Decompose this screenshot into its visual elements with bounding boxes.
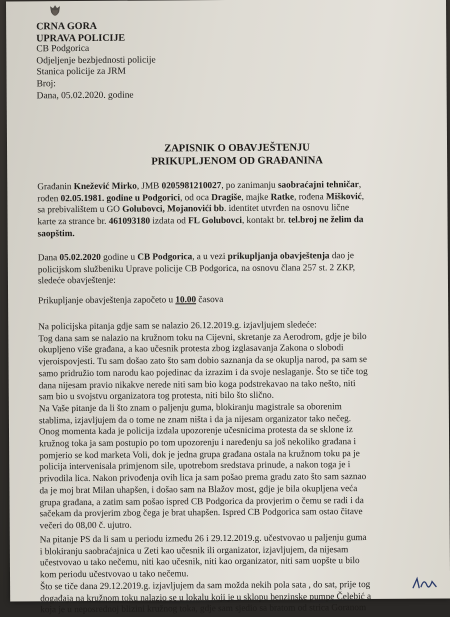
identity-line: saopštim. <box>37 227 75 239</box>
statement-line: kružnog toka ja sam postupio po tom upozorenju i naređenju sa još nekoliko građana i <box>39 436 357 449</box>
statement-line: da je moj brat Milan uhapšen, i došao sam na Blažov most, gdje je bila okupljena veća <box>39 482 358 496</box>
citizen-name: Knežević Mirko <box>73 180 137 192</box>
document-number: Broj: <box>36 79 56 90</box>
start-time-line: Prikupljanje obavještenja započeto u 10.00 časova <box>38 294 224 306</box>
document-header <box>36 20 297 103</box>
document-page <box>6 0 450 615</box>
statement-line: privodila lica. Nakon privođenja ovih lica ja sam pošao prema gradu zato što sam saznao <box>39 471 367 484</box>
question-3-paragraph <box>40 579 440 617</box>
citizen-residence: Golubovci, Mojanovići bb <box>122 203 225 215</box>
statement-line: Onog momenta kada je policija izdala upozorenje učesnicima protesta da se sklone iz <box>38 424 353 437</box>
citizen-jmb: 0205981210027 <box>161 180 222 191</box>
statement-line: okupljeno više građana, a kao učesnik protesta zbog izglasavanja Zakona o slobodi <box>38 342 344 355</box>
statement-line: Na pitanje PS da li sam u periodu između 26 i 29.12.2019.g. učestvovao u paljenju guma <box>39 532 367 545</box>
citizen-birth: 02.05.1981. godine u Podgorici <box>60 192 181 203</box>
statement-line: pomjerio se kod marketa Voli, dok je jedna grupa građana ostala na kružnom toku pa je <box>39 447 360 461</box>
statement-line: grupa građana, a zatim sam pošao ispred CB Podgorica da provjerim o čemu se radi i da <box>39 494 364 507</box>
statement-line: sačekam da provjerim zbog čega je brat uhapšen. Ispred CB Podgorica sam ostao čitave <box>39 506 363 519</box>
statement-line: i blokiranju saobraćajnica u Zeti kao učesnik ili organizator, izjavljujem, da nijesam <box>39 543 349 557</box>
country-name: CRNA GORA <box>36 20 98 33</box>
statement-line: sam bio u svojstvu organizatora tog protesta, niti bilo što slično. <box>38 389 274 402</box>
citizen-maiden-name: Mišković <box>325 190 362 202</box>
statement-date-paragraph <box>38 250 438 288</box>
contact-number: tel.broj ne želim da <box>288 214 364 225</box>
citizen-father: Dragiše <box>211 191 242 202</box>
statement-line: Što se tiče dana 29.12.2019.g. izjavljujem da sam možda nekih pola sata , do sat, prije tog <box>40 579 371 592</box>
title-line-1: ZAPISNIK O OBAVJEŠTENJU <box>164 142 310 155</box>
handwritten-signature <box>410 574 440 594</box>
statement-line: Na policijska pitanja gdje sam se nalazio 26.12.2019.g. izjavljujem sledeće: <box>38 319 317 332</box>
identity-line: rođen 02.05.1981. godine u Podgorici, od oca Dragiše, majke Ratke, rođena Mišković, <box>37 190 365 204</box>
start-time: 10.00 <box>175 294 197 305</box>
coat-of-arms-icon <box>48 4 62 20</box>
statement-subject: prikupljanja obavještenja <box>227 250 330 261</box>
statement-line: vjeroispovjesti. Tu sam došao zato što sam dobio saznanja da se okuplja narod, pa sam se <box>38 354 367 367</box>
statement-date: 05.02.2020 <box>59 251 101 263</box>
unit-name: CB Podgorica <box>36 44 90 55</box>
statement-line: kom periodu učestvovao u tako nečemu. <box>39 568 189 580</box>
question-2-paragraph <box>40 532 440 582</box>
id-card-issuer: FL Golubovci <box>188 215 242 226</box>
identity-line: karte za strance br. 461093180 izdata od FL Golubovci, kontakt br. tel.broj ne želim da <box>37 214 364 227</box>
identity-line: Građanin Knežević Mirko, JMB 0205981210027, po zanimanju saobraćajni tehničar, <box>37 179 362 192</box>
statement-line: policija intervenisala primjenom sile, upotrebom sredstava prinude, a nakon toga je i <box>39 459 351 472</box>
document-date: Dana, 05.02.2020. godine <box>36 90 134 101</box>
statement-line: događaja na kružnom toku nalazio se u lokalu koji je u sklopu benzinske pumpe Čelebić a <box>40 590 372 604</box>
station-name: Stanica policije za JRM <box>36 67 126 78</box>
document-title <box>37 141 437 170</box>
statement-line: stablima, izjavljujem da o tome ne znam ništa i da ja nijesam organizator tako nečeg. <box>38 412 352 425</box>
statement-line: dana nijesam pravio nikakve nerede niti sam bio koga podstrekavao na tako nešto, niti <box>38 377 356 390</box>
citizen-identity-paragraph <box>37 179 437 240</box>
citizen-occupation: saobraćajni tehničar <box>277 179 359 190</box>
date-line: Dana 05.02.2020 godine u CB Podgorica, a u vezi prikupljanja obavještenja dao je <box>37 250 355 263</box>
title-line-2: PRIKUPLJENOM OD GRAĐANINA <box>151 155 323 168</box>
statement-place: CB Podgorica <box>137 251 193 262</box>
statement-line: koja je u neposrednoj blizini kružnog toka, gdje sam sjedio sa bratom od strica Goranom <box>40 602 367 615</box>
date-line: sledeće obavještenje: <box>37 275 116 286</box>
date-line: policijskom službeniku Uprave policije CB Podgorica, na osnovu člana 257 st. 2 ZKP, <box>37 261 356 275</box>
identity-line: sa prebivalištem u GO Golubovci, Mojanovići bb. identitet utvrđen na osnovu lične <box>37 202 350 215</box>
statement-line: Tog dana sam se nalazio na kružnom toku na Cijevni, skretanje za Aerodrom, gdje je bilo <box>38 330 367 344</box>
statement-line: samo pridružio tom narodu kao pojedinac da izrazim i da svoje neslaganje. Što se tiče tog <box>38 365 368 379</box>
id-card-number: 461093180 <box>108 215 151 226</box>
statement-line: učestvovao u tako nečemu, niti kao učesnik, niti kao organizator, niti sam uopšte u bilo <box>39 555 360 568</box>
statement-paragraph <box>38 319 439 532</box>
authority-name: UPRAVA POLICIJE <box>36 32 126 44</box>
department-name: Odjeljenje bezbjednosti policije <box>36 55 156 67</box>
statement-line: večeri do 08,00 č. ujutro. <box>39 519 132 531</box>
citizen-mother: Ratke <box>270 191 295 202</box>
statement-line: Na Vaše pitanje da li što znam o paljenju guma, blokiranju magistrale sa oborenim <box>38 401 342 414</box>
